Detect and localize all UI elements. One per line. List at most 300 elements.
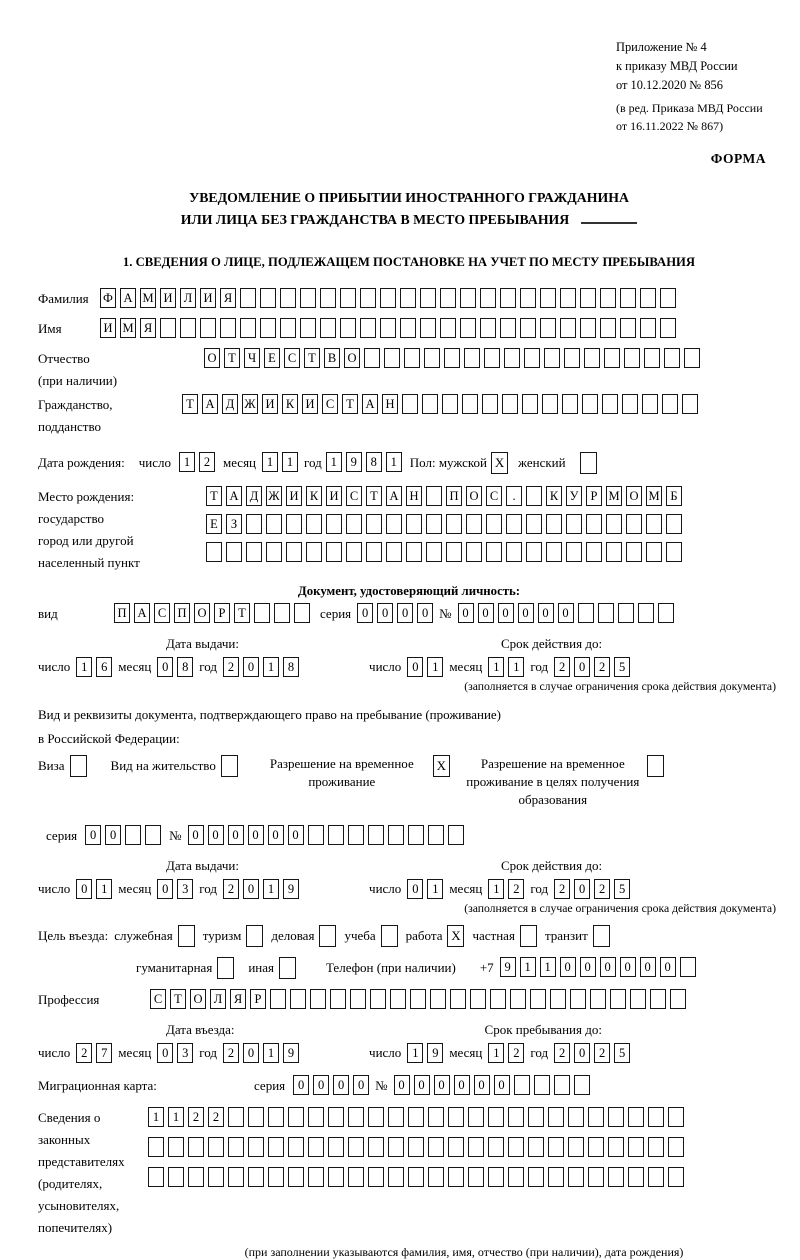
char-cell[interactable] bbox=[410, 989, 426, 1009]
char-cell[interactable]: А bbox=[202, 394, 218, 414]
char-cell[interactable]: 2 bbox=[188, 1107, 204, 1127]
char-cell[interactable] bbox=[310, 989, 326, 1009]
char-cell[interactable]: 0 bbox=[313, 1075, 329, 1095]
char-cell[interactable] bbox=[510, 989, 526, 1009]
char-cell[interactable] bbox=[560, 288, 576, 308]
char-cell[interactable]: А bbox=[362, 394, 378, 414]
char-cell[interactable] bbox=[248, 1107, 264, 1127]
char-cell[interactable] bbox=[526, 486, 542, 506]
char-cell[interactable] bbox=[390, 989, 406, 1009]
char-cell[interactable] bbox=[626, 514, 642, 534]
char-cell[interactable]: П bbox=[174, 603, 190, 623]
char-cell[interactable] bbox=[584, 348, 600, 368]
char-cell[interactable] bbox=[526, 542, 542, 562]
char-cell[interactable]: 0 bbox=[268, 825, 284, 845]
char-cell[interactable] bbox=[200, 318, 216, 338]
char-cell[interactable] bbox=[606, 514, 622, 534]
char-cell[interactable]: 0 bbox=[640, 957, 656, 977]
char-cell[interactable]: 2 bbox=[508, 879, 524, 899]
char-cell[interactable] bbox=[228, 1167, 244, 1187]
char-cell[interactable] bbox=[664, 348, 680, 368]
char-cell[interactable] bbox=[450, 989, 466, 1009]
char-cell[interactable] bbox=[506, 542, 522, 562]
char-cell[interactable] bbox=[400, 288, 416, 308]
char-cell[interactable] bbox=[240, 288, 256, 308]
char-cell[interactable] bbox=[568, 1107, 584, 1127]
char-cell[interactable] bbox=[662, 394, 678, 414]
char-cell[interactable] bbox=[308, 1107, 324, 1127]
temp-residence-checkbox[interactable]: X bbox=[433, 755, 450, 777]
surname-input[interactable] bbox=[100, 288, 676, 308]
char-cell[interactable] bbox=[448, 1167, 464, 1187]
char-cell[interactable] bbox=[408, 1167, 424, 1187]
char-cell[interactable] bbox=[642, 394, 658, 414]
char-cell[interactable] bbox=[618, 603, 634, 623]
char-cell[interactable]: Л bbox=[180, 288, 196, 308]
char-cell[interactable] bbox=[188, 1167, 204, 1187]
char-cell[interactable] bbox=[522, 394, 538, 414]
profession-input[interactable] bbox=[150, 989, 686, 1009]
representatives-row3-input[interactable] bbox=[148, 1167, 684, 1187]
char-cell[interactable] bbox=[300, 318, 316, 338]
purpose-transit-checkbox[interactable] bbox=[593, 925, 610, 947]
char-cell[interactable] bbox=[610, 989, 626, 1009]
char-cell[interactable]: Б bbox=[666, 486, 682, 506]
purpose-official-checkbox[interactable] bbox=[178, 925, 195, 947]
char-cell[interactable] bbox=[602, 394, 618, 414]
char-cell[interactable]: С bbox=[322, 394, 338, 414]
char-cell[interactable] bbox=[364, 348, 380, 368]
char-cell[interactable]: 9 bbox=[346, 452, 362, 472]
char-cell[interactable] bbox=[442, 394, 458, 414]
permit-valid-month-input[interactable] bbox=[488, 879, 524, 899]
char-cell[interactable] bbox=[348, 1167, 364, 1187]
char-cell[interactable]: 0 bbox=[248, 825, 264, 845]
char-cell[interactable]: Т bbox=[224, 348, 240, 368]
char-cell[interactable]: О bbox=[626, 486, 642, 506]
char-cell[interactable] bbox=[482, 394, 498, 414]
char-cell[interactable]: 1 bbox=[262, 452, 278, 472]
migration-number-input[interactable] bbox=[394, 1075, 590, 1095]
char-cell[interactable] bbox=[160, 318, 176, 338]
char-cell[interactable]: 0 bbox=[474, 1075, 490, 1095]
char-cell[interactable]: 2 bbox=[594, 879, 610, 899]
char-cell[interactable]: В bbox=[324, 348, 340, 368]
char-cell[interactable]: 0 bbox=[574, 657, 590, 677]
char-cell[interactable]: 7 bbox=[96, 1043, 112, 1063]
char-cell[interactable]: 1 bbox=[427, 657, 443, 677]
char-cell[interactable]: Ж bbox=[266, 486, 282, 506]
char-cell[interactable] bbox=[466, 514, 482, 534]
char-cell[interactable] bbox=[308, 1167, 324, 1187]
char-cell[interactable]: 0 bbox=[660, 957, 676, 977]
purpose-private-checkbox[interactable] bbox=[520, 925, 537, 947]
char-cell[interactable]: З bbox=[226, 514, 242, 534]
char-cell[interactable]: 0 bbox=[157, 879, 173, 899]
char-cell[interactable] bbox=[528, 1137, 544, 1157]
char-cell[interactable] bbox=[226, 542, 242, 562]
char-cell[interactable] bbox=[588, 1107, 604, 1127]
char-cell[interactable] bbox=[624, 348, 640, 368]
char-cell[interactable]: 0 bbox=[574, 879, 590, 899]
char-cell[interactable]: Т bbox=[234, 603, 250, 623]
char-cell[interactable]: 3 bbox=[177, 1043, 193, 1063]
sex-male-checkbox[interactable]: X bbox=[491, 452, 508, 474]
char-cell[interactable]: И bbox=[302, 394, 318, 414]
char-cell[interactable] bbox=[548, 1167, 564, 1187]
char-cell[interactable]: И bbox=[160, 288, 176, 308]
char-cell[interactable]: 1 bbox=[427, 879, 443, 899]
char-cell[interactable] bbox=[670, 989, 686, 1009]
char-cell[interactable]: 0 bbox=[518, 603, 534, 623]
char-cell[interactable]: П bbox=[446, 486, 462, 506]
char-cell[interactable] bbox=[306, 514, 322, 534]
char-cell[interactable] bbox=[540, 318, 556, 338]
char-cell[interactable] bbox=[630, 989, 646, 1009]
char-cell[interactable] bbox=[524, 348, 540, 368]
char-cell[interactable]: Р bbox=[214, 603, 230, 623]
char-cell[interactable] bbox=[326, 542, 342, 562]
purpose-humanitarian-checkbox[interactable] bbox=[217, 957, 234, 979]
char-cell[interactable] bbox=[266, 514, 282, 534]
char-cell[interactable] bbox=[300, 288, 316, 308]
char-cell[interactable] bbox=[248, 1137, 264, 1157]
char-cell[interactable] bbox=[384, 348, 400, 368]
char-cell[interactable] bbox=[228, 1137, 244, 1157]
char-cell[interactable] bbox=[246, 514, 262, 534]
char-cell[interactable]: 2 bbox=[223, 657, 239, 677]
char-cell[interactable] bbox=[564, 348, 580, 368]
char-cell[interactable] bbox=[380, 318, 396, 338]
char-cell[interactable] bbox=[660, 318, 676, 338]
id-valid-year-input[interactable] bbox=[554, 657, 630, 677]
char-cell[interactable] bbox=[464, 348, 480, 368]
id-issue-day-input[interactable] bbox=[76, 657, 112, 677]
char-cell[interactable]: Я bbox=[220, 288, 236, 308]
char-cell[interactable]: У bbox=[566, 486, 582, 506]
char-cell[interactable] bbox=[220, 318, 236, 338]
birth-year-input[interactable] bbox=[326, 452, 402, 472]
char-cell[interactable] bbox=[488, 1107, 504, 1127]
char-cell[interactable] bbox=[608, 1107, 624, 1127]
char-cell[interactable]: 0 bbox=[377, 603, 393, 623]
char-cell[interactable]: П bbox=[114, 603, 130, 623]
char-cell[interactable] bbox=[348, 1137, 364, 1157]
char-cell[interactable] bbox=[246, 542, 262, 562]
purpose-other-checkbox[interactable] bbox=[279, 957, 296, 979]
char-cell[interactable]: Д bbox=[246, 486, 262, 506]
char-cell[interactable] bbox=[248, 1167, 264, 1187]
char-cell[interactable]: 0 bbox=[458, 603, 474, 623]
char-cell[interactable]: 0 bbox=[620, 957, 636, 977]
char-cell[interactable] bbox=[466, 542, 482, 562]
char-cell[interactable] bbox=[340, 288, 356, 308]
char-cell[interactable]: 2 bbox=[208, 1107, 224, 1127]
char-cell[interactable] bbox=[468, 1167, 484, 1187]
char-cell[interactable] bbox=[570, 989, 586, 1009]
doc-kind-input[interactable] bbox=[114, 603, 310, 623]
char-cell[interactable] bbox=[260, 318, 276, 338]
char-cell[interactable]: 8 bbox=[177, 657, 193, 677]
char-cell[interactable] bbox=[424, 348, 440, 368]
char-cell[interactable] bbox=[668, 1167, 684, 1187]
char-cell[interactable] bbox=[508, 1137, 524, 1157]
char-cell[interactable] bbox=[506, 514, 522, 534]
char-cell[interactable]: 0 bbox=[243, 1043, 259, 1063]
char-cell[interactable]: Т bbox=[206, 486, 222, 506]
char-cell[interactable] bbox=[254, 603, 270, 623]
char-cell[interactable] bbox=[646, 542, 662, 562]
migration-series-input[interactable] bbox=[293, 1075, 369, 1095]
doc-series-input[interactable] bbox=[357, 603, 433, 623]
char-cell[interactable] bbox=[648, 1137, 664, 1157]
char-cell[interactable] bbox=[502, 394, 518, 414]
char-cell[interactable] bbox=[486, 542, 502, 562]
char-cell[interactable]: 2 bbox=[223, 879, 239, 899]
char-cell[interactable] bbox=[554, 1075, 570, 1095]
char-cell[interactable]: . bbox=[506, 486, 522, 506]
id-valid-day-input[interactable] bbox=[407, 657, 443, 677]
char-cell[interactable] bbox=[626, 542, 642, 562]
char-cell[interactable]: Ж bbox=[242, 394, 258, 414]
char-cell[interactable] bbox=[548, 1137, 564, 1157]
char-cell[interactable] bbox=[270, 989, 286, 1009]
char-cell[interactable] bbox=[286, 514, 302, 534]
char-cell[interactable]: 2 bbox=[554, 1043, 570, 1063]
char-cell[interactable]: 5 bbox=[614, 879, 630, 899]
char-cell[interactable] bbox=[640, 318, 656, 338]
char-cell[interactable] bbox=[328, 1137, 344, 1157]
char-cell[interactable] bbox=[440, 318, 456, 338]
stay-year-input[interactable] bbox=[554, 1043, 630, 1063]
birthplace-row1-input[interactable] bbox=[206, 486, 682, 506]
char-cell[interactable] bbox=[446, 542, 462, 562]
char-cell[interactable]: К bbox=[306, 486, 322, 506]
char-cell[interactable] bbox=[542, 394, 558, 414]
stay-day-input[interactable] bbox=[407, 1043, 443, 1063]
char-cell[interactable] bbox=[586, 542, 602, 562]
char-cell[interactable]: А bbox=[120, 288, 136, 308]
char-cell[interactable]: 0 bbox=[580, 957, 596, 977]
char-cell[interactable] bbox=[308, 825, 324, 845]
char-cell[interactable] bbox=[368, 1137, 384, 1157]
char-cell[interactable]: А bbox=[386, 486, 402, 506]
char-cell[interactable] bbox=[368, 1107, 384, 1127]
char-cell[interactable] bbox=[402, 394, 418, 414]
char-cell[interactable]: 5 bbox=[614, 657, 630, 677]
char-cell[interactable]: И bbox=[200, 288, 216, 308]
char-cell[interactable] bbox=[388, 1137, 404, 1157]
char-cell[interactable]: 0 bbox=[494, 1075, 510, 1095]
char-cell[interactable]: Л bbox=[210, 989, 226, 1009]
char-cell[interactable] bbox=[428, 825, 444, 845]
char-cell[interactable] bbox=[360, 288, 376, 308]
char-cell[interactable]: 2 bbox=[594, 1043, 610, 1063]
char-cell[interactable]: Ф bbox=[100, 288, 116, 308]
char-cell[interactable]: 2 bbox=[554, 657, 570, 677]
char-cell[interactable]: 0 bbox=[574, 1043, 590, 1063]
char-cell[interactable] bbox=[266, 542, 282, 562]
char-cell[interactable]: 0 bbox=[454, 1075, 470, 1095]
char-cell[interactable]: И bbox=[286, 486, 302, 506]
char-cell[interactable]: 0 bbox=[558, 603, 574, 623]
purpose-tourism-checkbox[interactable] bbox=[246, 925, 263, 947]
char-cell[interactable] bbox=[340, 318, 356, 338]
char-cell[interactable] bbox=[586, 514, 602, 534]
char-cell[interactable] bbox=[448, 825, 464, 845]
sex-female-checkbox[interactable] bbox=[580, 452, 597, 474]
char-cell[interactable]: 0 bbox=[333, 1075, 349, 1095]
char-cell[interactable]: 0 bbox=[417, 603, 433, 623]
char-cell[interactable]: 9 bbox=[427, 1043, 443, 1063]
char-cell[interactable]: 0 bbox=[105, 825, 121, 845]
char-cell[interactable]: Т bbox=[366, 486, 382, 506]
char-cell[interactable] bbox=[588, 1167, 604, 1187]
char-cell[interactable]: 0 bbox=[357, 603, 373, 623]
char-cell[interactable] bbox=[460, 288, 476, 308]
char-cell[interactable] bbox=[468, 1137, 484, 1157]
char-cell[interactable] bbox=[406, 542, 422, 562]
char-cell[interactable] bbox=[608, 1167, 624, 1187]
char-cell[interactable] bbox=[208, 1137, 224, 1157]
char-cell[interactable] bbox=[145, 825, 161, 845]
char-cell[interactable]: 1 bbox=[488, 1043, 504, 1063]
patronymic-input[interactable] bbox=[204, 348, 700, 368]
char-cell[interactable]: 1 bbox=[520, 957, 536, 977]
char-cell[interactable]: 0 bbox=[188, 825, 204, 845]
char-cell[interactable]: И bbox=[326, 486, 342, 506]
char-cell[interactable] bbox=[288, 1137, 304, 1157]
char-cell[interactable]: А bbox=[134, 603, 150, 623]
char-cell[interactable]: М bbox=[140, 288, 156, 308]
char-cell[interactable] bbox=[260, 288, 276, 308]
char-cell[interactable]: Е bbox=[264, 348, 280, 368]
char-cell[interactable] bbox=[188, 1137, 204, 1157]
char-cell[interactable]: 0 bbox=[228, 825, 244, 845]
char-cell[interactable]: 0 bbox=[478, 603, 494, 623]
char-cell[interactable] bbox=[638, 603, 654, 623]
char-cell[interactable]: 1 bbox=[263, 879, 279, 899]
char-cell[interactable]: И bbox=[100, 318, 116, 338]
edu-residence-checkbox[interactable] bbox=[647, 755, 664, 777]
char-cell[interactable] bbox=[514, 1075, 530, 1095]
char-cell[interactable] bbox=[550, 989, 566, 1009]
char-cell[interactable] bbox=[426, 514, 442, 534]
char-cell[interactable] bbox=[290, 989, 306, 1009]
char-cell[interactable]: 0 bbox=[157, 657, 173, 677]
char-cell[interactable] bbox=[660, 288, 676, 308]
char-cell[interactable] bbox=[408, 1137, 424, 1157]
char-cell[interactable] bbox=[568, 1167, 584, 1187]
phone-input[interactable] bbox=[500, 957, 696, 977]
char-cell[interactable]: 9 bbox=[500, 957, 516, 977]
char-cell[interactable] bbox=[574, 1075, 590, 1095]
purpose-work-checkbox[interactable]: X bbox=[447, 925, 464, 947]
char-cell[interactable] bbox=[666, 514, 682, 534]
char-cell[interactable] bbox=[366, 514, 382, 534]
char-cell[interactable] bbox=[488, 1167, 504, 1187]
char-cell[interactable] bbox=[328, 1167, 344, 1187]
char-cell[interactable] bbox=[546, 542, 562, 562]
char-cell[interactable] bbox=[326, 514, 342, 534]
char-cell[interactable] bbox=[608, 1137, 624, 1157]
char-cell[interactable] bbox=[530, 989, 546, 1009]
char-cell[interactable] bbox=[448, 1107, 464, 1127]
char-cell[interactable]: 0 bbox=[394, 1075, 410, 1095]
char-cell[interactable]: 2 bbox=[76, 1043, 92, 1063]
char-cell[interactable]: 8 bbox=[366, 452, 382, 472]
char-cell[interactable]: И bbox=[262, 394, 278, 414]
char-cell[interactable] bbox=[348, 825, 364, 845]
char-cell[interactable]: Р bbox=[250, 989, 266, 1009]
char-cell[interactable]: 5 bbox=[614, 1043, 630, 1063]
permit-valid-day-input[interactable] bbox=[407, 879, 443, 899]
char-cell[interactable]: 0 bbox=[76, 879, 92, 899]
char-cell[interactable] bbox=[590, 989, 606, 1009]
char-cell[interactable] bbox=[125, 825, 141, 845]
char-cell[interactable]: 2 bbox=[508, 1043, 524, 1063]
residence-permit-checkbox[interactable] bbox=[221, 755, 238, 777]
char-cell[interactable] bbox=[658, 603, 674, 623]
stay-month-input[interactable] bbox=[488, 1043, 524, 1063]
char-cell[interactable] bbox=[420, 288, 436, 308]
char-cell[interactable]: 1 bbox=[326, 452, 342, 472]
char-cell[interactable] bbox=[468, 1107, 484, 1127]
char-cell[interactable]: 3 bbox=[177, 879, 193, 899]
char-cell[interactable] bbox=[682, 394, 698, 414]
char-cell[interactable] bbox=[360, 318, 376, 338]
char-cell[interactable]: М bbox=[120, 318, 136, 338]
char-cell[interactable] bbox=[508, 1107, 524, 1127]
char-cell[interactable] bbox=[328, 1107, 344, 1127]
char-cell[interactable] bbox=[180, 318, 196, 338]
char-cell[interactable] bbox=[308, 1137, 324, 1157]
visa-checkbox[interactable] bbox=[70, 755, 87, 777]
char-cell[interactable] bbox=[644, 348, 660, 368]
char-cell[interactable] bbox=[470, 989, 486, 1009]
char-cell[interactable] bbox=[328, 825, 344, 845]
char-cell[interactable]: А bbox=[226, 486, 242, 506]
char-cell[interactable]: 0 bbox=[600, 957, 616, 977]
name-input[interactable] bbox=[100, 318, 676, 338]
char-cell[interactable]: 1 bbox=[263, 1043, 279, 1063]
char-cell[interactable]: 0 bbox=[288, 825, 304, 845]
char-cell[interactable] bbox=[668, 1107, 684, 1127]
char-cell[interactable]: Я bbox=[230, 989, 246, 1009]
char-cell[interactable]: Т bbox=[342, 394, 358, 414]
char-cell[interactable] bbox=[444, 348, 460, 368]
char-cell[interactable] bbox=[580, 318, 596, 338]
char-cell[interactable] bbox=[500, 288, 516, 308]
char-cell[interactable] bbox=[484, 348, 500, 368]
permit-valid-year-input[interactable] bbox=[554, 879, 630, 899]
char-cell[interactable]: 1 bbox=[282, 452, 298, 472]
char-cell[interactable]: 1 bbox=[148, 1107, 164, 1127]
char-cell[interactable]: 1 bbox=[540, 957, 556, 977]
char-cell[interactable]: 0 bbox=[498, 603, 514, 623]
char-cell[interactable] bbox=[368, 1167, 384, 1187]
char-cell[interactable] bbox=[330, 989, 346, 1009]
char-cell[interactable]: 0 bbox=[414, 1075, 430, 1095]
char-cell[interactable] bbox=[540, 288, 556, 308]
entry-month-input[interactable] bbox=[157, 1043, 193, 1063]
char-cell[interactable]: С bbox=[150, 989, 166, 1009]
char-cell[interactable] bbox=[428, 1167, 444, 1187]
char-cell[interactable]: Д bbox=[222, 394, 238, 414]
char-cell[interactable]: К bbox=[546, 486, 562, 506]
char-cell[interactable]: 1 bbox=[386, 452, 402, 472]
char-cell[interactable]: М bbox=[606, 486, 622, 506]
